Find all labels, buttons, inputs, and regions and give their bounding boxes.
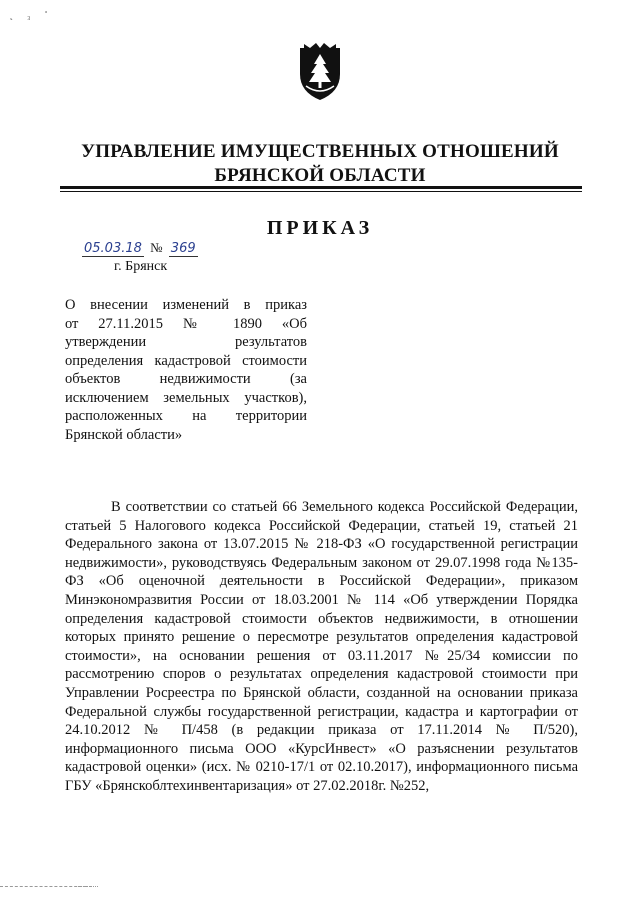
header-rule-thick [60, 186, 582, 189]
organization-title [0, 140, 640, 188]
order-subject [65, 296, 307, 444]
body-line: стоимости», на основании решения от 03.11.2017 №25/34 комиссии по [65, 647, 578, 664]
body-line: Федеральной службы государственной регистрации, кадастра и картографии от [65, 703, 578, 720]
body-line: В соответствии со статьей 66 Земельного кодекса Российской Федерации, [111, 499, 578, 515]
body-line: которых принято решение о пересмотре результатов определения кадастровой [65, 629, 578, 646]
subject-line: утверждении результатов [65, 334, 307, 350]
body-line: ФЗ «Об оценочной деятельности в Российской Федерации», приказом [65, 573, 578, 590]
body-line: статьей 5 Налогового кодекса Российской Федерации, статьей 19, статьей 21 [65, 517, 578, 534]
document-type-title: ПРИКАЗ [266, 217, 374, 239]
number-sign: № [150, 240, 163, 255]
scan-artifact-line [78, 886, 98, 888]
body-line: кадастровой оценки» (исх. № 0210-17/1 от 02.10.2017), информационного письма [65, 759, 578, 776]
handwritten-number: 369 [170, 241, 196, 256]
body-line: информационного письма ООО «КурсИнвест» «О разъяснении результатов [65, 740, 578, 757]
body-line: недвижимости», руководствуясь Федеральным законом от 29.07.1998 года №135- [65, 554, 578, 571]
handwritten-date: 05.03.18 [84, 241, 142, 256]
subject-line: объектов недвижимости (за [65, 371, 307, 387]
body-line: рассмотрению споров о результатах определения кадастровой стоимости при [65, 666, 578, 683]
subject-line: Брянской области» [65, 426, 183, 443]
subject-line: расположенных на территории [65, 408, 307, 424]
body-line: Минэкономразвития России от 18.03.2001 № 114 «Об утверждении Порядка [65, 591, 578, 608]
subject-line: исключением земельных участков), [65, 389, 307, 406]
organization-title-line1: УПРАВЛЕНИЕ ИМУЩЕСТВЕННЫХ ОТНОШЕНИЙ [81, 141, 559, 162]
body-line: определения кадастровой стоимости объектов недвижимости, в отношении [65, 610, 578, 627]
body-line: ГБУ «Брянскоблтехинвентаризация» от 27.02.2018г. №252, [65, 777, 430, 794]
city-name: г. Брянск [114, 259, 168, 274]
header-rule-thin [60, 191, 582, 192]
order-body-paragraph [65, 498, 578, 796]
organization-title-line2: БРЯНСКОЙ ОБЛАСТИ [214, 165, 426, 186]
date-number-line [82, 240, 198, 256]
subject-line: от 27.11.2015 № 1890 «Об [65, 315, 307, 332]
body-line: 24.10.2012 № П/458 (в редакции приказа от 17.11.2014 № П/520), [65, 722, 578, 739]
body-line: Управлении Росреестра по Брянской области, созданной на основании приказа [65, 684, 578, 701]
scan-corner-marks: ˛ ₃ ˚ [10, 10, 54, 20]
subject-line: определения кадастровой стоимости [65, 352, 307, 369]
body-line: Федерального закона от 13.07.2015 № 218-ФЗ «О государственной регистрации [65, 536, 578, 553]
subject-line: О внесении изменений в приказ [65, 297, 307, 313]
coat-of-arms-icon [296, 40, 344, 102]
